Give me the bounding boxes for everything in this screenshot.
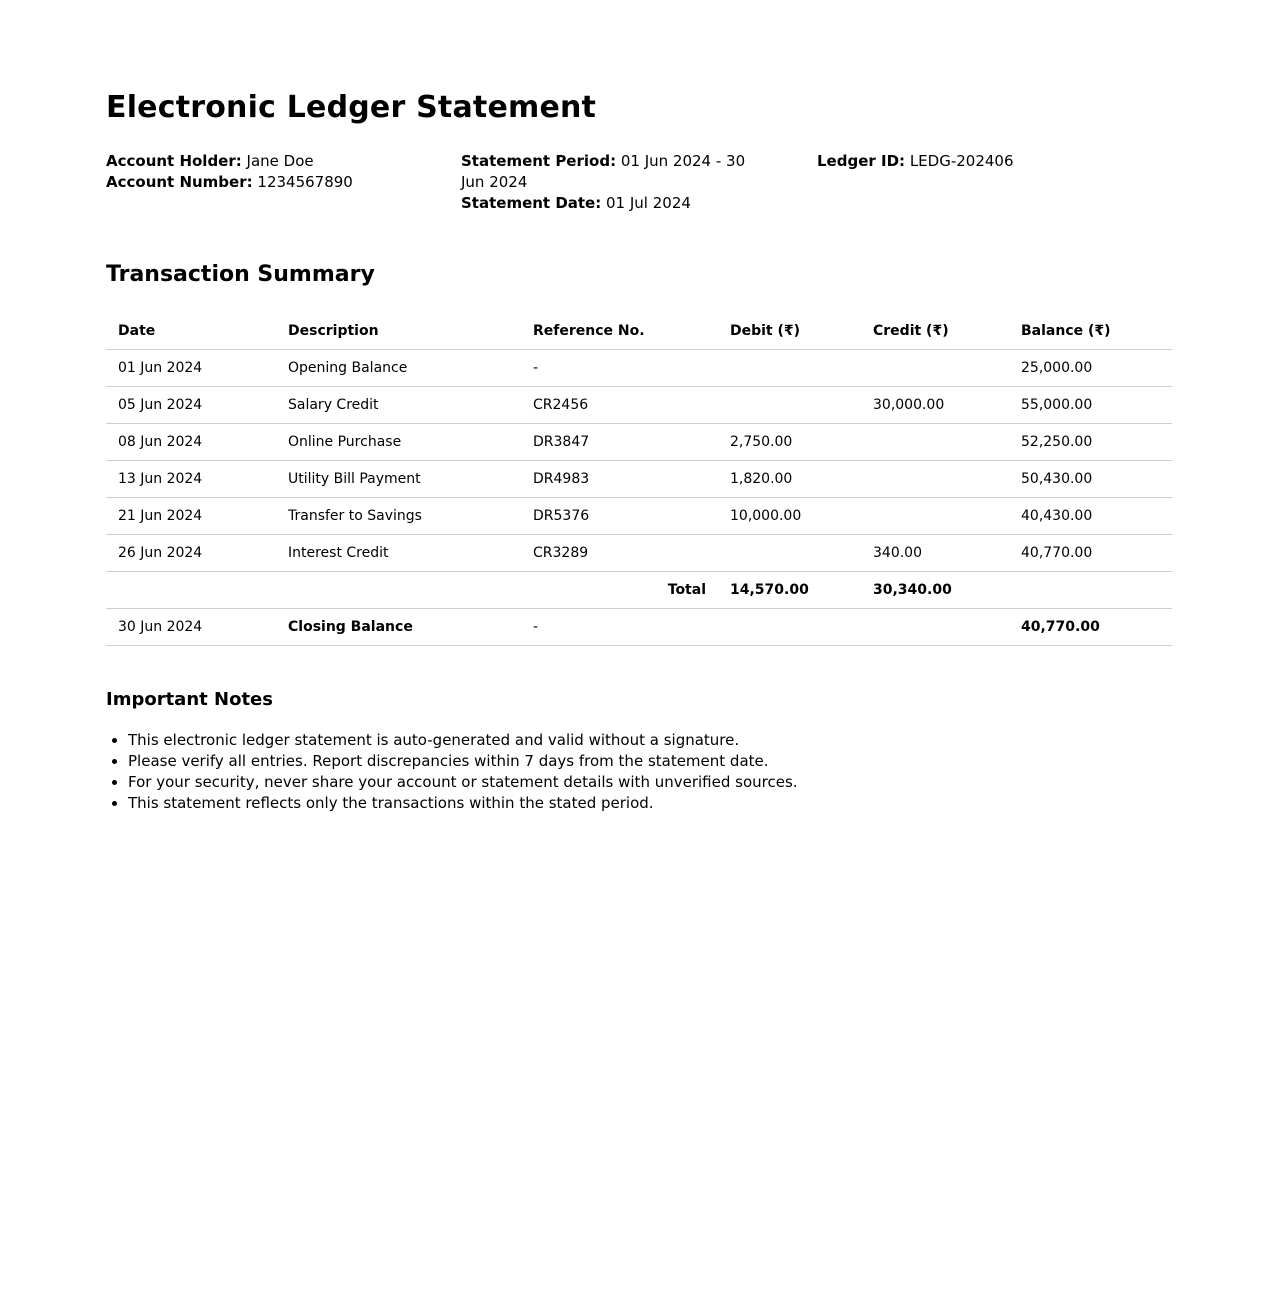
cell-credit: [861, 461, 1009, 498]
cell-credit: [861, 424, 1009, 461]
cell-description: Utility Bill Payment: [276, 461, 521, 498]
cell-debit: 2,750.00: [718, 424, 861, 461]
cell-description: Online Purchase: [276, 424, 521, 461]
cell-description: Interest Credit: [276, 535, 521, 572]
cell-date: 21 Jun 2024: [106, 498, 276, 535]
table-row: [106, 350, 1172, 387]
cell-balance: 25,000.00: [1009, 350, 1172, 387]
column-header-date: Date: [106, 313, 276, 350]
ledger-id-value: LEDG-202406: [909, 152, 1014, 170]
closing-credit-empty: [861, 609, 1009, 646]
cell-balance: 40,770.00: [1009, 535, 1172, 572]
account-holder-value: Jane Doe: [246, 152, 314, 170]
table-header-row: [106, 313, 1172, 350]
cell-credit: 30,000.00: [861, 387, 1009, 424]
total-credit: 30,340.00: [861, 572, 1009, 609]
table-row: [106, 461, 1172, 498]
closing-balance: 40,770.00: [1009, 609, 1172, 646]
table-row: [106, 498, 1172, 535]
column-header-debit: Debit (₹): [718, 313, 861, 350]
table-row: [106, 424, 1172, 461]
column-header-description: Description: [276, 313, 521, 350]
note-item: • This electronic ledger statement is auto-generated and valid without a signature.: [128, 730, 1172, 751]
statement-period: [461, 151, 761, 193]
closing-debit-empty: [718, 609, 861, 646]
account-number-label: Account Number:: [106, 173, 253, 191]
total-debit: 14,570.00: [718, 572, 861, 609]
table-row: [106, 387, 1172, 424]
statement-meta: [106, 151, 1172, 214]
meta-period-column: [461, 151, 761, 214]
ledger-id: [817, 151, 1067, 172]
cell-date: 13 Jun 2024: [106, 461, 276, 498]
closing-reference: -: [521, 609, 718, 646]
account-number: [106, 172, 461, 193]
important-notes-list: [106, 730, 1172, 814]
cell-balance: 52,250.00: [1009, 424, 1172, 461]
closing-balance-row: [106, 609, 1172, 646]
statement-date: [461, 193, 761, 214]
column-header-balance: Balance (₹): [1009, 313, 1172, 350]
statement-date-value: 01 Jul 2024: [606, 194, 691, 212]
meta-account-column: [106, 151, 461, 214]
cell-credit: 340.00: [861, 535, 1009, 572]
transaction-summary-heading: Transaction Summary: [106, 262, 375, 287]
cell-balance: 50,430.00: [1009, 461, 1172, 498]
cell-date: 26 Jun 2024: [106, 535, 276, 572]
cell-reference: CR2456: [521, 387, 718, 424]
cell-credit: [861, 350, 1009, 387]
cell-description: Transfer to Savings: [276, 498, 521, 535]
transaction-table: [106, 313, 1172, 646]
important-notes-heading: Important Notes: [106, 689, 273, 710]
page-title: Electronic Ledger Statement: [106, 90, 597, 125]
note-item: • Please verify all entries. Report discrepancies within 7 days from the statement date.: [128, 751, 1172, 772]
cell-debit: [718, 350, 861, 387]
meta-ledger-column: [817, 151, 1067, 214]
total-balance-empty: [1009, 572, 1172, 609]
cell-credit: [861, 498, 1009, 535]
account-holder-label: Account Holder:: [106, 152, 242, 170]
cell-debit: [718, 387, 861, 424]
note-item: • This statement reflects only the transactions within the stated period.: [128, 793, 1172, 814]
cell-date: 08 Jun 2024: [106, 424, 276, 461]
cell-balance: 55,000.00: [1009, 387, 1172, 424]
cell-reference: DR4983: [521, 461, 718, 498]
closing-date: 30 Jun 2024: [106, 609, 276, 646]
table-row: [106, 535, 1172, 572]
total-row: [106, 572, 1172, 609]
cell-date: 01 Jun 2024: [106, 350, 276, 387]
column-header-reference: Reference No.: [521, 313, 718, 350]
cell-reference: -: [521, 350, 718, 387]
cell-debit: 1,820.00: [718, 461, 861, 498]
ledger-id-label: Ledger ID:: [817, 152, 906, 170]
column-header-credit: Credit (₹): [861, 313, 1009, 350]
statement-period-value: 01 Jun 2024 - 30 Jun 2024: [461, 152, 746, 191]
statement-date-label: Statement Date:: [461, 194, 602, 212]
closing-description: Closing Balance: [276, 609, 521, 646]
cell-reference: DR3847: [521, 424, 718, 461]
statement-period-label: Statement Period:: [461, 152, 617, 170]
total-label: Total: [106, 572, 718, 609]
cell-description: Opening Balance: [276, 350, 521, 387]
cell-balance: 40,430.00: [1009, 498, 1172, 535]
cell-description: Salary Credit: [276, 387, 521, 424]
cell-date: 05 Jun 2024: [106, 387, 276, 424]
cell-reference: CR3289: [521, 535, 718, 572]
account-number-value: 1234567890: [257, 173, 353, 191]
cell-debit: 10,000.00: [718, 498, 861, 535]
cell-reference: DR5376: [521, 498, 718, 535]
cell-debit: [718, 535, 861, 572]
account-holder: [106, 151, 461, 172]
note-item: • For your security, never share your account or statement details with unverified sources.: [128, 772, 1172, 793]
